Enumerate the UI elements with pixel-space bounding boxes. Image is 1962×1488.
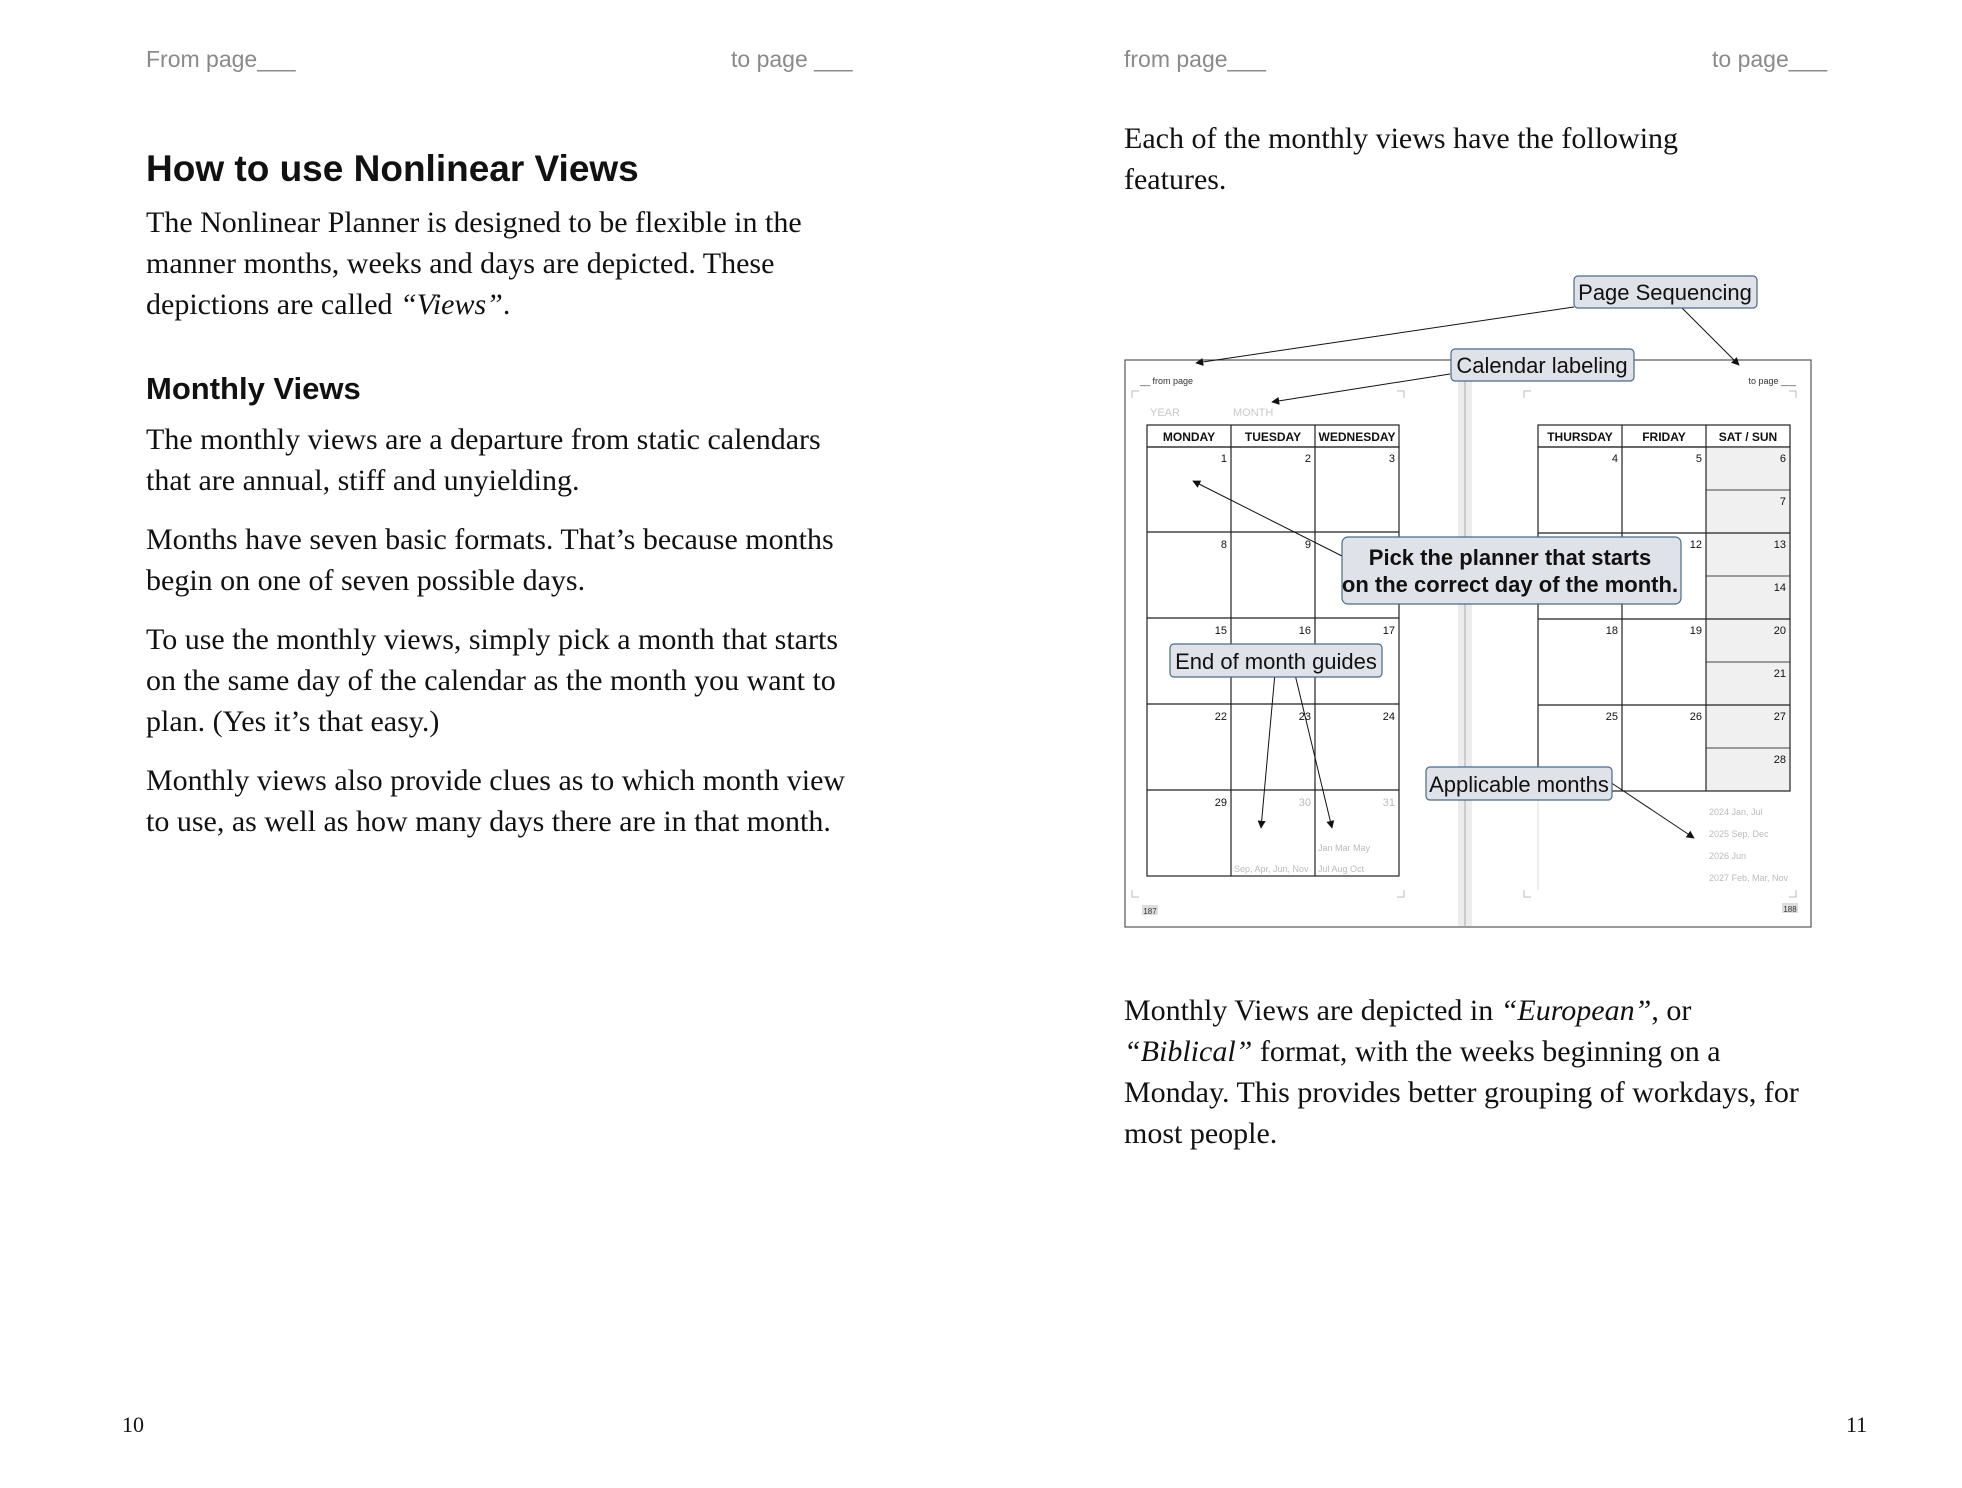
date-cell: 2 — [1304, 453, 1311, 465]
date-cell: 3 — [1388, 453, 1395, 465]
header-to-page-right: to page___ — [1712, 46, 1828, 72]
applicable-month: 2024 Jan, Jul — [1709, 807, 1763, 817]
date-cell: 25 — [1605, 711, 1618, 723]
bottom-text-3: format, with the weeks beginning on a Monday. This provides better grouping of workdays, for most people. — [1124, 1035, 1799, 1150]
day-header-wednesday: WEDNESDAY — [1318, 430, 1396, 444]
year-label: YEAR — [1150, 407, 1180, 419]
guide-wednesday-2: Jul Aug Oct — [1318, 864, 1365, 874]
intro-emphasis: “Views” — [400, 288, 503, 321]
weekend-date: 21 — [1773, 668, 1786, 680]
header-from-page: From page___ — [146, 46, 296, 72]
page-title: How to use Nonlinear Views — [146, 148, 639, 189]
month-label: MONTH — [1233, 407, 1274, 419]
date-cell: 24 — [1382, 711, 1395, 723]
bottom-text-2: , or — [1651, 994, 1692, 1027]
date-cell: 29 — [1214, 797, 1227, 809]
monthly-view-figure — [1124, 270, 1824, 930]
section-title: Monthly Views — [146, 371, 361, 406]
inner-page-num-left: 187 — [1143, 907, 1157, 916]
date-cell: 16 — [1298, 625, 1311, 637]
header-from-page-right: from page___ — [1124, 46, 1266, 72]
bottom-emphasis-european: “European” — [1500, 994, 1652, 1027]
inner-page-num-right: 188 — [1783, 905, 1797, 914]
applicable-month: 2026 Jun — [1709, 851, 1747, 861]
date-cell: 4 — [1611, 453, 1618, 465]
right-intro-paragraph: Each of the monthly views have the following features. — [1124, 122, 1679, 196]
date-cell: 1 — [1220, 453, 1227, 465]
inner-to-page: to page ___ — [1748, 376, 1796, 386]
date-cell: 9 — [1304, 539, 1311, 551]
weekend-date: 28 — [1773, 754, 1786, 766]
weekend-date: 7 — [1779, 496, 1786, 508]
date-cell: 5 — [1695, 453, 1702, 465]
paragraph-3: To use the monthly views, simply pick a month that starts on the same day of the calendar as the month you want to plan. (Yes it’s that easy.) — [146, 623, 838, 738]
paragraph-1: The monthly views are a departure from static calendars that are annual, stiff and unyielding. — [146, 423, 821, 497]
bottom-emphasis-biblical: “Biblical” — [1124, 1035, 1253, 1068]
date-cell: 12 — [1689, 539, 1702, 551]
day-header-thursday: THURSDAY — [1547, 430, 1613, 444]
weekend-date: 27 — [1773, 711, 1786, 723]
date-cell: 22 — [1214, 711, 1227, 723]
date-cell: 17 — [1382, 625, 1395, 637]
applicable-month: 2027 Feb, Mar, Nov — [1709, 873, 1789, 883]
callout-pick-line-2: on the correct day of the month. — [1341, 572, 1679, 597]
callout-end-of-month — [1170, 644, 1382, 677]
intro-text: The Nonlinear Planner is designed to be flexible in the manner months, weeks and days are depicted. These depictions are called — [146, 206, 802, 321]
callout-end-of-month-label: End of month guides — [1175, 649, 1377, 674]
date-cell-faded: 31 — [1382, 797, 1395, 809]
day-header-tuesday: TUESDAY — [1244, 430, 1302, 444]
left-page-content — [146, 148, 846, 842]
date-cell: 15 — [1214, 625, 1227, 637]
date-cell: 18 — [1605, 625, 1618, 637]
intro-paragraph — [146, 202, 846, 325]
weekend-date: 14 — [1773, 582, 1786, 594]
date-cell: 26 — [1689, 711, 1702, 723]
paragraph-4: Monthly views also provide clues as to which month view to use, as well as how many days there are in that month. — [146, 764, 846, 838]
figure-svg — [1124, 270, 1824, 930]
day-header-friday: FRIDAY — [1642, 430, 1686, 444]
callout-page-sequencing-label: Page Sequencing — [1578, 280, 1752, 305]
callout-pick-line-1: Pick the planner that starts — [1368, 545, 1652, 570]
intro-end: . — [502, 288, 511, 321]
header-to-page: to page ___ — [731, 46, 853, 72]
callout-calendar-labeling — [1451, 349, 1634, 381]
callout-applicable-months-label: Applicable months — [1429, 772, 1609, 797]
callout-applicable-months — [1426, 767, 1612, 800]
day-header-monday: MONDAY — [1162, 430, 1216, 444]
date-cell-faded: 30 — [1298, 797, 1311, 809]
inner-from-page: __ from page — [1140, 376, 1194, 386]
bottom-text-1: Monthly Views are depicted in — [1124, 994, 1501, 1027]
guide-tuesday: Sep, Apr, Jun, Nov — [1234, 864, 1309, 874]
weekend-date: 20 — [1773, 625, 1786, 637]
applicable-month: 2025 Sep, Dec — [1709, 829, 1769, 839]
date-cell: 23 — [1298, 711, 1311, 723]
guide-wednesday-1: Jan Mar May — [1318, 843, 1371, 853]
page-number-left: 10 — [122, 1412, 144, 1437]
callout-pick-planner — [1342, 537, 1681, 604]
weekend-date: 6 — [1779, 453, 1786, 465]
date-cell: 19 — [1689, 625, 1702, 637]
paragraph-2: Months have seven basic formats. That’s because months begin on one of seven possible days. — [146, 523, 834, 597]
day-header-sat-sun: SAT / SUN — [1718, 430, 1778, 444]
right-bottom-paragraph — [1124, 990, 1804, 1154]
callout-calendar-labeling-label: Calendar labeling — [1456, 353, 1628, 378]
date-cell: 8 — [1220, 539, 1227, 551]
weekend-date: 13 — [1773, 539, 1786, 551]
callout-page-sequencing — [1574, 276, 1757, 308]
page-number-right: 11 — [1846, 1412, 1868, 1437]
